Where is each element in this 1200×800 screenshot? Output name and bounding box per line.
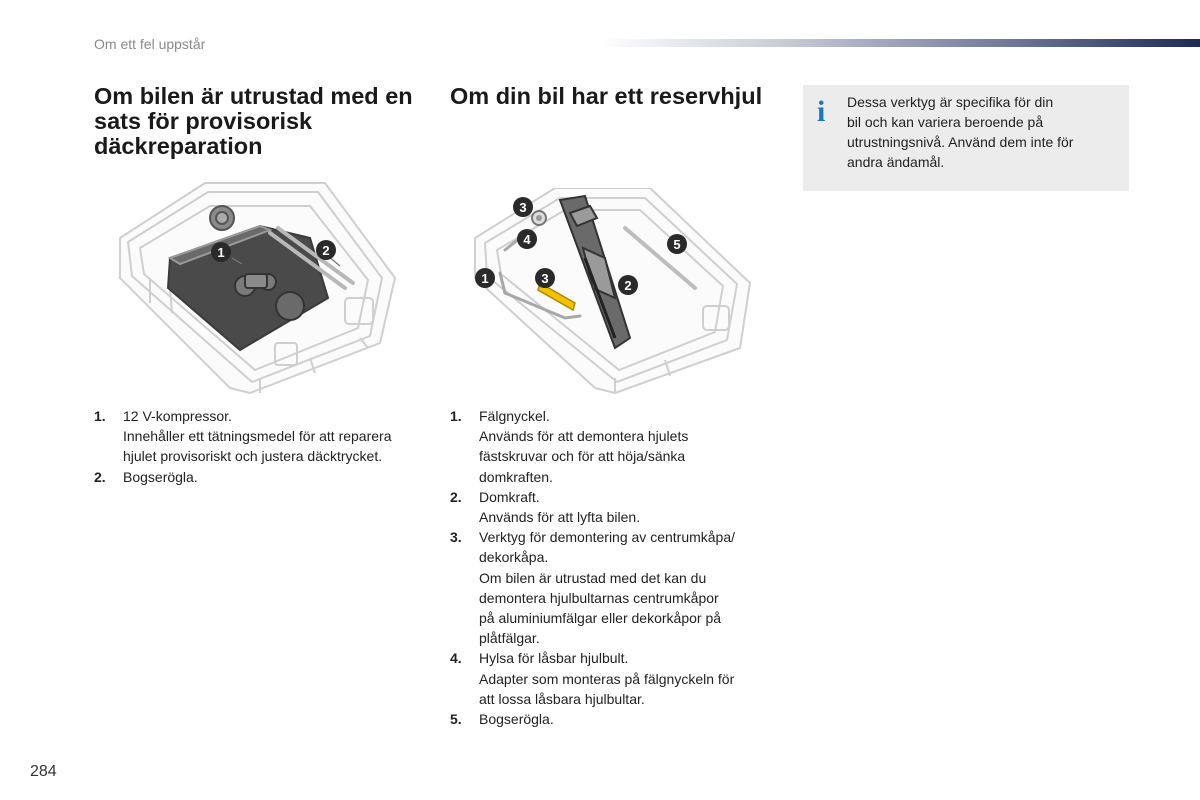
callout-4-label: 4	[523, 232, 531, 247]
spare-wheel-list	[450, 406, 770, 729]
repair-kit-list	[94, 406, 424, 487]
list-item: 1. Fälgnyckel. Används för att demontera hjulets fästskruvar och för att höja/sänka domkraften.	[450, 408, 689, 485]
header-section-label: Om ett fel uppstår	[94, 36, 206, 52]
repair-kit-illustration	[110, 178, 400, 398]
list-item: 5. Bogserögla.	[450, 711, 554, 728]
callout-5-label: 5	[673, 237, 681, 252]
list-item: 3. Verktyg för demontering av centrumkåpa/ dekorkåpa. Om bilen är utrustad med det kan du demontera hjulbultarnas centrumkåpor på aluminiumfälgar eller dekorkåpor på plåtfälgar.	[450, 529, 736, 647]
callout-2-label: 2	[624, 278, 632, 293]
info-icon: i	[817, 95, 826, 128]
section-title-repair-kit: Om bilen är utrustad med en sats för provisorisk däckreparation	[94, 83, 413, 159]
info-box	[803, 85, 1129, 191]
info-text: Dessa verktyg är specifika för din bil och kan variera beroende på utrustningsnivå. Använd dem inte för andra ändamål.	[847, 94, 1074, 170]
section-title-spare-wheel: Om din bil har ett reservhjul	[450, 83, 763, 109]
list-item: 1. 12 V-kompressor. Innehåller ett tätningsmedel för att reparera hjulet provisoriskt och justera däcktrycket.	[94, 408, 392, 465]
callout-1-label: 1	[217, 245, 225, 260]
page-number: 284	[30, 763, 57, 780]
list-item: 2. Domkraft. Används för att lyfta bilen.	[450, 488, 641, 526]
callout-3-bottom-label: 3	[541, 271, 549, 286]
callout-2-label: 2	[322, 243, 330, 258]
list-item: 4. Hylsa för låsbar hjulbult. Adapter som monteras på fälgnyckeln för att lossa låsbara hjulbultar.	[450, 650, 735, 707]
list-item: 2. Bogserögla.	[94, 468, 198, 485]
callout-1-label: 1	[481, 271, 489, 286]
header-decorative-bar	[600, 39, 1200, 47]
spare-wheel-tools-illustration	[465, 188, 755, 398]
callout-3-top-label: 3	[519, 200, 527, 215]
